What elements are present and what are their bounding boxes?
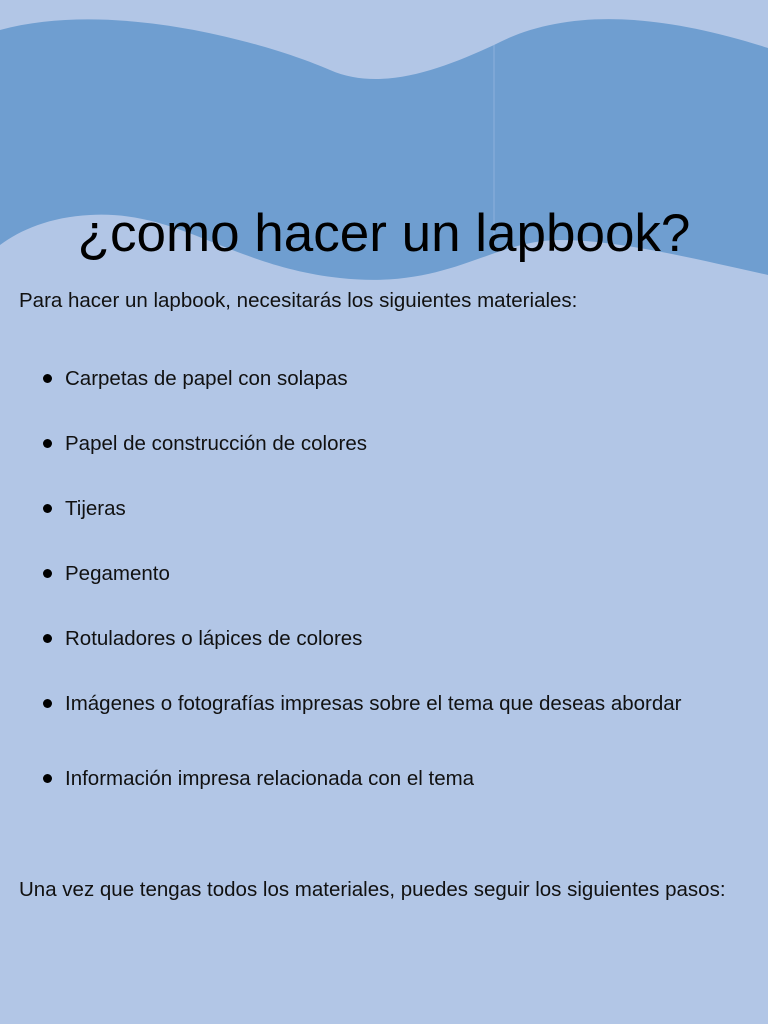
bullet-icon bbox=[43, 699, 52, 708]
list-item bbox=[0, 618, 768, 660]
list-item-text: Carpetas de papel con solapas bbox=[65, 367, 348, 390]
list-item bbox=[0, 683, 768, 725]
list-item-text: Información impresa relacionada con el tema bbox=[65, 767, 475, 790]
list-item bbox=[0, 423, 768, 465]
materials-list bbox=[0, 358, 768, 823]
intro-paragraph: Para hacer un lapbook, necesitarás los siguientes materiales: bbox=[19, 289, 578, 312]
list-item-text: Imágenes o fotografías impresas sobre el tema que deseas abordar bbox=[65, 692, 682, 715]
bullet-icon bbox=[43, 634, 52, 643]
page-title: ¿como hacer un lapbook? bbox=[77, 204, 691, 263]
list-item-text: Tijeras bbox=[65, 497, 126, 520]
bullet-icon bbox=[43, 569, 52, 578]
list-item bbox=[0, 758, 768, 800]
list-item bbox=[0, 488, 768, 530]
bullet-icon bbox=[43, 504, 52, 513]
list-item bbox=[0, 553, 768, 595]
outro-paragraph: Una vez que tengas todos los materiales, puedes seguir los siguientes pasos: bbox=[19, 878, 726, 901]
bullet-icon bbox=[43, 439, 52, 448]
bullet-icon bbox=[43, 774, 52, 783]
list-item-text: Papel de construcción de colores bbox=[65, 432, 367, 455]
list-item bbox=[0, 358, 768, 400]
bullet-icon bbox=[43, 374, 52, 383]
list-item-text: Pegamento bbox=[65, 562, 170, 585]
list-item-text: Rotuladores o lápices de colores bbox=[65, 627, 363, 650]
